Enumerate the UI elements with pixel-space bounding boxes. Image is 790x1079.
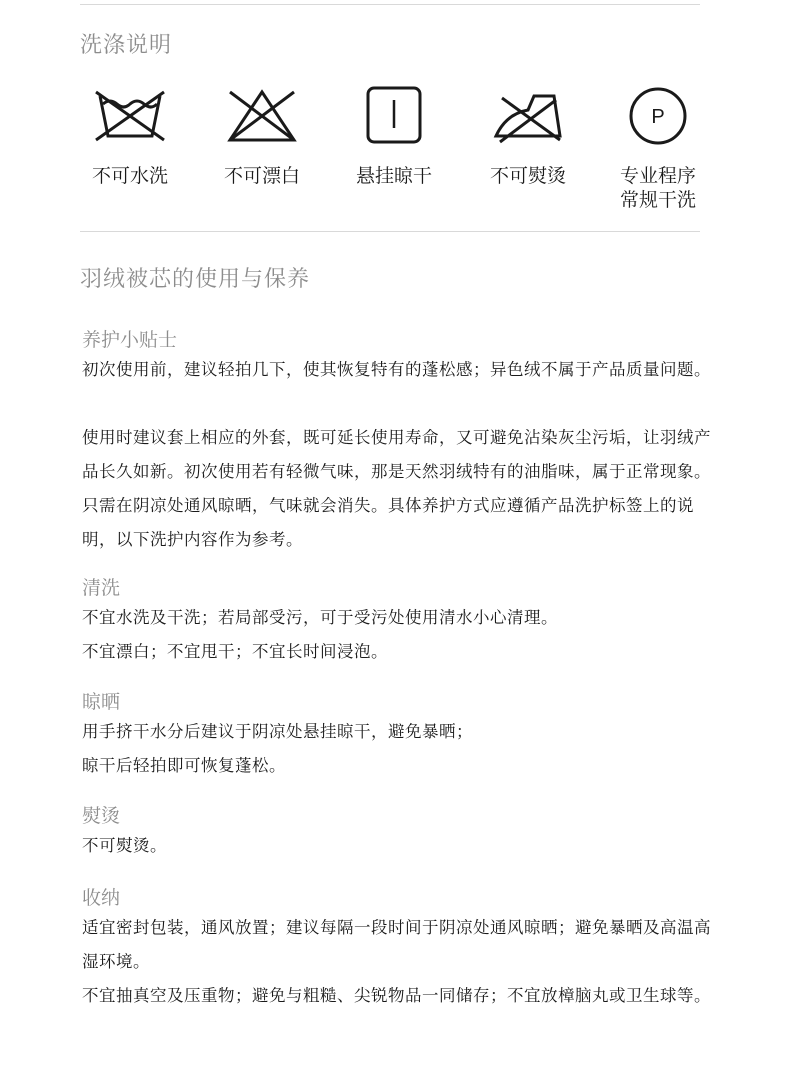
drying-heading: 晾晒	[82, 691, 121, 713]
icon-label: 专业程序 常规干洗	[619, 165, 696, 211]
tips-heading: 养护小贴士	[82, 329, 178, 351]
care-icon-item	[80, 86, 180, 188]
washing-heading: 清洗	[82, 577, 121, 599]
line-dry-icon	[354, 86, 434, 146]
storage-heading: 收纳	[82, 887, 121, 909]
washing-paragraph-1: 不宜水洗及干洗；若局部受污，可于受污处使用清水小心清理。	[82, 608, 558, 627]
care-icon-item	[608, 86, 708, 212]
care-icon-item	[344, 86, 444, 188]
care-section-title: 羽绒被芯的使用与保养	[80, 267, 311, 292]
top-divider	[80, 4, 700, 5]
care-icon-item	[212, 86, 312, 188]
tips-paragraph-2: 使用时建议套上相应的外套，既可延长使用寿命，又可避免沾染灰尘污垢，让羽绒产品长久如新。初次使用若有轻微气味，那是天然羽绒特有的油脂味，属于正常现象。只需在阴凉处通风晾晒，气味就会消失。具体养护方式应遵循产品洗护标签上的说明，以下洗护内容作为参考。	[82, 428, 711, 549]
drying-paragraph-1: 用手挤干水分后建议于阴凉处悬挂晾干，避免暴晒；	[82, 722, 473, 741]
wash-instructions-title: 洗涤说明	[80, 33, 173, 58]
no-bleach-icon	[222, 86, 302, 146]
drying-paragraph-2: 晾干后轻拍即可恢复蓬松。	[82, 756, 286, 775]
storage-paragraph-1: 适宜密封包装，通风放置；建议每隔一段时间于阴凉处通风晾晒；避免暴晒及高温高湿环境。	[82, 918, 711, 971]
icon-label: 不可熨烫	[489, 165, 566, 187]
no-wash-icon	[90, 86, 170, 146]
no-iron-icon	[488, 86, 568, 146]
icon-label: 不可水洗	[91, 165, 168, 187]
ironing-paragraph: 不可熨烫。	[82, 836, 167, 855]
tips-paragraph-1: 初次使用前，建议轻拍几下，使其恢复特有的蓬松感；异色绒不属于产品质量问题。	[82, 360, 711, 379]
care-icon-item	[478, 86, 578, 188]
ironing-heading: 熨烫	[82, 805, 121, 827]
icon-label: 悬挂晾干	[355, 165, 432, 187]
icon-label: 不可漂白	[223, 165, 300, 187]
storage-paragraph-2: 不宜抽真空及压重物；避免与粗糙、尖锐物品一同储存；不宜放樟脑丸或卫生球等。	[82, 986, 711, 1005]
washing-paragraph-2: 不宜漂白；不宜甩干；不宜长时间浸泡。	[82, 642, 388, 661]
care-icons-row	[80, 86, 710, 226]
professional-dry-clean-icon	[618, 86, 698, 146]
dry-clean-glyph: P	[651, 106, 665, 128]
mid-divider	[80, 231, 700, 232]
